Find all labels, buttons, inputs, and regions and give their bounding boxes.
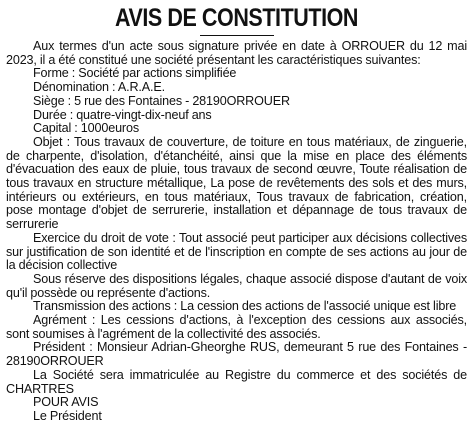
forme-field: Forme : Société par actions simplifiée	[33, 66, 237, 81]
agrement-paragraph: Agrément : Les cessions d'actions, à l'exception des cessions aux associés, sont soumises à l'agrément de la collectivité des associés.	[6, 313, 467, 341]
president-paragraph: Président : Monsieur Adrian-Gheorghe RUS, demeurant 5 rue des Fontaines - 28190ORROUER	[6, 340, 467, 369]
siege-field: Siège : 5 rue des Fontaines - 28190ORROUER	[33, 93, 290, 108]
reserve-paragraph: Sous réserve des dispositions légales, chaque associé dispose d'autant de voix qu'il possède ou représente d'actions.	[6, 271, 467, 300]
registration-paragraph: La Société sera immatriculée au Registre du commerce et des sociétés de CHARTRES	[6, 367, 467, 396]
duree-field: Durée : quatre-vingt-dix-neuf ans	[33, 107, 212, 122]
notice-title: AVIS DE CONSTITUTION	[114, 4, 359, 32]
voting-rights-paragraph: Exercice du droit de vote : Tout associé peut participer aux décisions collectives sur justification de son identité et de l'inscription en compte de ses actions au jour de la décision collective	[6, 230, 467, 273]
denomination-field: Dénomination : A.R.A.E.	[33, 80, 165, 95]
pour-avis-line: POUR AVIS	[33, 395, 99, 410]
signature-line: Le Président	[33, 408, 102, 423]
transmission-paragraph: Transmission des actions : La cession des actions de l'associé unique est libre	[33, 299, 457, 314]
capital-field: Capital : 1000euros	[33, 121, 139, 136]
objet-paragraph: Objet : Tous travaux de couverture, de toiture en tous matériaux, de zinguerie, de charpente, d'isolation, d'étanchéité, ainsi que la mise en place des éléments d'évacuation des eaux de pluie, tous travaux de second œuvre, Toute réalisation de tous travaux en structure métallique, La pose de revêtements des sols et des murs, intérieurs ou extérieurs, en tous matériaux, Tous travaux de fabrication, création, pose montage d'objet de serrurerie, installation et dépannage de tous travaux de serrurerie	[6, 134, 467, 232]
intro-paragraph: Aux termes d'un acte sous signature privée en date à ORROUER du 12 mai 2023, il a été constitué une société présentant les caractéristiques suivantes:	[6, 39, 467, 67]
notice-body	[6, 40, 467, 424]
title-divider	[200, 35, 274, 36]
